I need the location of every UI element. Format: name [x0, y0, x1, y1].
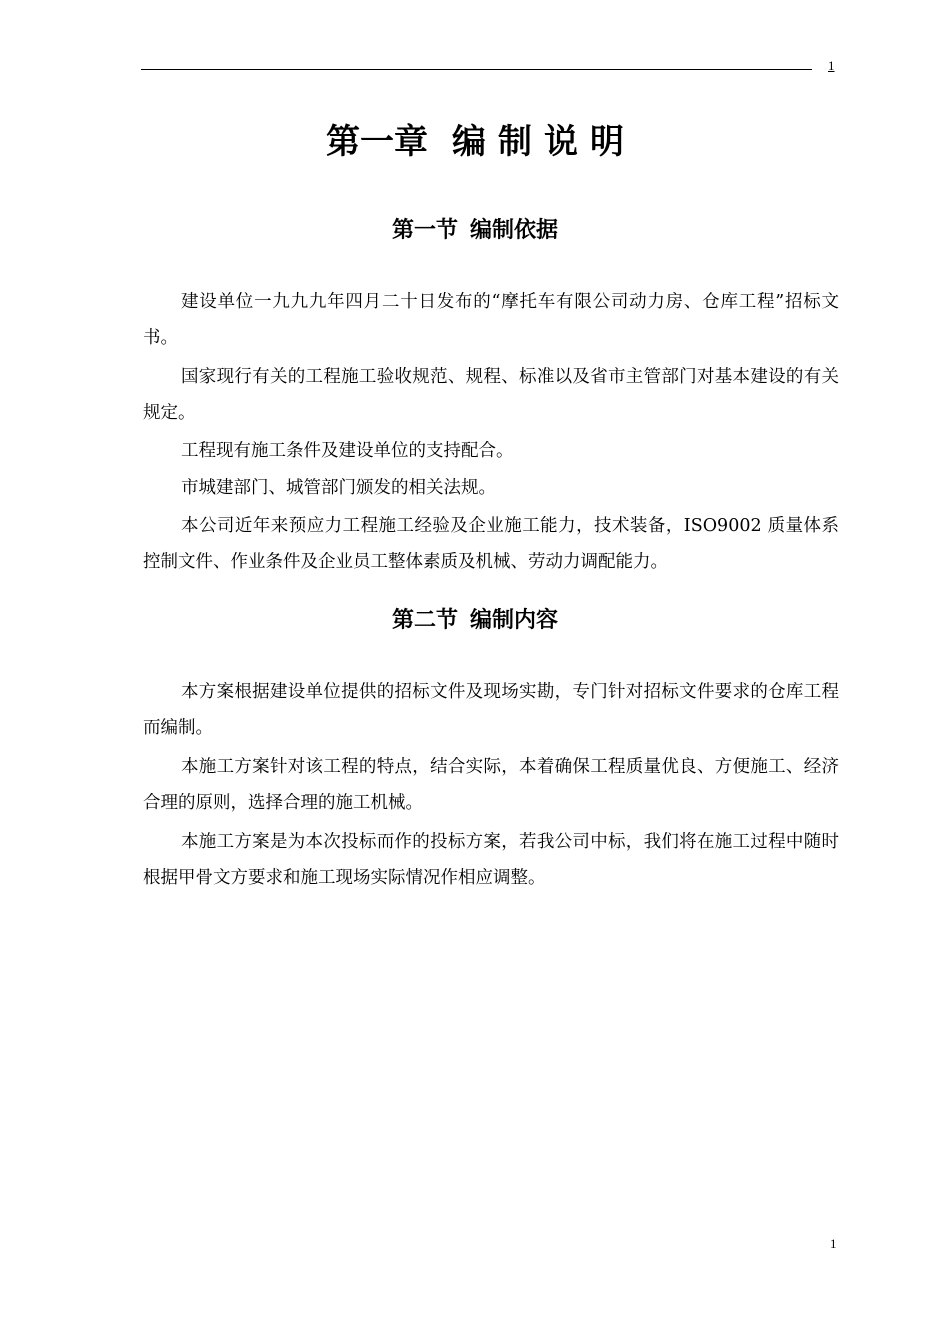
header-page-number: 1 [828, 58, 835, 73]
paragraph: 建设单位一九九九年四月二十日发布的“摩托车有限公司动力房、仓库工程”招标文书。 [143, 292, 839, 348]
paragraph: 本方案根据建设单位提供的招标文件及现场实勘，专门针对招标文件要求的仓库工程而编制。 [143, 682, 839, 738]
paragraph: 本公司近年来预应力工程施工经验及企业施工能力，技术装备，ISO9002 质量体系控制文件、作业条件及企业员工整体素质及机械、劳动力调配能力。 [143, 516, 839, 572]
header-rule [141, 69, 812, 70]
chapter-number: 第一章 [326, 122, 428, 162]
paragraph: 市城建部门、城管部门颁发的相关法规。 [181, 478, 496, 498]
section-heading-text: 编制依据 [470, 218, 559, 243]
section-title-2 [0, 606, 950, 636]
section-number: 第一节 [391, 218, 458, 243]
section-heading-text: 编制内容 [470, 608, 559, 633]
footer-page-number: 1 [830, 1236, 837, 1251]
section-title-1 [0, 216, 950, 246]
paragraph: 本施工方案是为本次投标而作的投标方案，若我公司中标，我们将在施工过程中随时根据甲骨文方要求和施工现场实际情况作相应调整。 [143, 832, 839, 888]
chapter-title-char: 编 [452, 122, 486, 162]
chapter-title [0, 118, 950, 166]
paragraph: 本施工方案针对该工程的特点，结合实际，本着确保工程质量优良、方便施工、经济合理的原则，选择合理的施工机械。 [143, 757, 839, 813]
chapter-title-char: 明 [590, 122, 624, 162]
paragraph: 国家现行有关的工程施工验收规范、规程、标准以及省市主管部门对基本建设的有关规定。 [143, 367, 839, 423]
paragraph: 工程现有施工条件及建设单位的支持配合。 [181, 441, 514, 461]
chapter-title-char: 说 [544, 122, 578, 162]
chapter-title-char: 制 [498, 122, 532, 162]
section-number: 第二节 [391, 608, 458, 633]
